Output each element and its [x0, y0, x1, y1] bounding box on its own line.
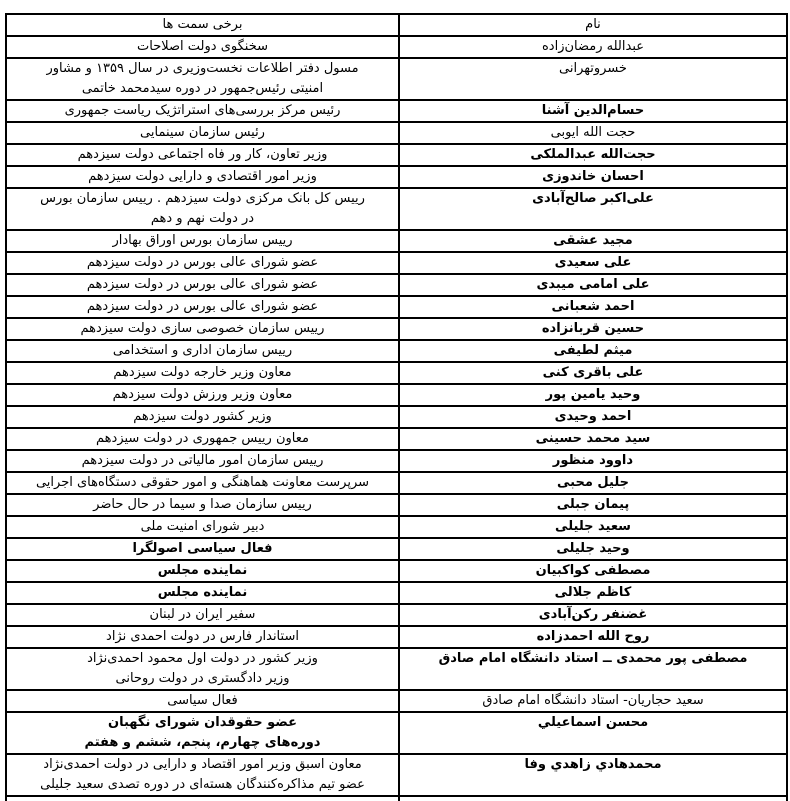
table-row [6, 144, 787, 166]
table-row [6, 230, 787, 252]
table-row [6, 406, 787, 428]
position-cell: رییس سازمان خصوصی سازی دولت سیزدهم [6, 318, 399, 340]
position-cell [6, 796, 399, 801]
position-cell: فعال سیاسی [6, 690, 399, 712]
position-cell: سفیر ایران در لبنان [6, 604, 399, 626]
name-cell: غضنفر رکن‌آبادی [399, 604, 787, 626]
table-body [6, 36, 787, 801]
table-row [6, 188, 787, 230]
table-row [6, 754, 787, 796]
table-row [6, 384, 787, 406]
name-cell: عبدالله رمضان‌زاده [399, 36, 787, 58]
table-row [6, 318, 787, 340]
position-cell: وزیر امور اقتصادی و دارایی دولت سیزدهم [6, 166, 399, 188]
position-cell: رییس کل بانک مرکزی دولت سیزدهم . رییس سازمان بورس در دولت نهم و دهم [6, 188, 399, 230]
name-cell: مجید عشقی [399, 230, 787, 252]
position-cell: نماینده مجلس [6, 560, 399, 582]
name-cell: روح الله احمدزاده [399, 626, 787, 648]
position-cell: عضو حقوقدان شورای نگهبان دوره‌های چهارم، پنجم، ششم و هفتم [6, 712, 399, 754]
table-row [6, 494, 787, 516]
name-cell: احسان خاندوزی [399, 166, 787, 188]
position-cell: مسول دفتر اطلاعات نخست‌وزیری در سال ۱۳۵۹ و مشاور امنیتی رئیس‌جمهور در دوره سیدمحمد خاتمی [6, 58, 399, 100]
name-cell: علی سعیدی [399, 252, 787, 274]
table-row [6, 340, 787, 362]
table-row [6, 648, 787, 690]
table-row [6, 472, 787, 494]
name-cell [399, 796, 787, 801]
position-cell: رییس سازمان بورس اوراق بهادار [6, 230, 399, 252]
position-cell: وزیر تعاون، کار ور فاه اجتماعی دولت سیزدهم [6, 144, 399, 166]
position-cell: معاون اسبق وزیر امور اقتصاد و دارایی در دولت احمدی‌نژاد عضو تیم مذاکره‌کنندگان هسته‌ای در دوره تصدی سعید جلیلی [6, 754, 399, 796]
table-row [6, 362, 787, 384]
name-cell: حسین قربانزاده [399, 318, 787, 340]
table-row [6, 100, 787, 122]
table-row [6, 582, 787, 604]
table-row [6, 604, 787, 626]
name-cell: مصطفی پور محمدی ــ استاد دانشگاه امام صادق [399, 648, 787, 690]
position-cell: سرپرست معاونت هماهنگی و امور حقوقی دستگاه‌های اجرایی [6, 472, 399, 494]
table-row [6, 690, 787, 712]
table-row [6, 428, 787, 450]
position-cell: رئیس سازمان سینمایی [6, 122, 399, 144]
table-row [6, 560, 787, 582]
name-cell: علی باقری کنی [399, 362, 787, 384]
position-cell: رئیس مرکز بررسی‌های استراتژیک ریاست جمهوری [6, 100, 399, 122]
position-cell: معاون وزیر خارجه دولت سیزدهم [6, 362, 399, 384]
position-cell: عضو شورای عالی بورس در دولت سیزدهم [6, 296, 399, 318]
name-cell: علی‌اکبر صالح‌آبادی [399, 188, 787, 230]
header-name: نام [399, 14, 787, 36]
name-cell: وحید یامین پور [399, 384, 787, 406]
table-row-partial [6, 796, 787, 801]
name-cell: داوود منظور [399, 450, 787, 472]
position-cell: رییس سازمان اداری و استخدامی [6, 340, 399, 362]
header-positions: برخی سمت ها [6, 14, 399, 36]
name-cell: حسام‌الدین آشنا [399, 100, 787, 122]
officials-table [5, 13, 788, 801]
table-row [6, 516, 787, 538]
table-row [6, 58, 787, 100]
position-cell: معاون رییس جمهوری در دولت سیزدهم [6, 428, 399, 450]
name-cell: مصطفی کواکبیان [399, 560, 787, 582]
name-cell: احمد شعبانی [399, 296, 787, 318]
table-row [6, 36, 787, 58]
name-cell: سعید جلیلی [399, 516, 787, 538]
table-row [6, 296, 787, 318]
name-cell: حجت الله ایوبی [399, 122, 787, 144]
name-cell: احمد وحیدی [399, 406, 787, 428]
table-row [6, 274, 787, 296]
position-cell: وزیر کشور دولت سیزدهم [6, 406, 399, 428]
table-row [6, 252, 787, 274]
position-cell: سخنگوی دولت اصلاحات [6, 36, 399, 58]
name-cell: خسروتهرانی [399, 58, 787, 100]
name-cell: جلیل محبی [399, 472, 787, 494]
table-row [6, 450, 787, 472]
name-cell: سعید حجاریان- استاد دانشگاه امام صادق [399, 690, 787, 712]
name-cell: میثم لطیفی [399, 340, 787, 362]
name-cell: حجت‌الله عبدالملکی [399, 144, 787, 166]
position-cell: نماینده مجلس [6, 582, 399, 604]
name-cell: کاظم جلالی [399, 582, 787, 604]
table-row [6, 166, 787, 188]
position-cell: رییس سازمان صدا و سیما در حال حاضر [6, 494, 399, 516]
name-cell: پیمان جبلی [399, 494, 787, 516]
position-cell: فعال سیاسی اصولگرا [6, 538, 399, 560]
name-cell: محمدهادي زاهدي وفا [399, 754, 787, 796]
name-cell: وحید جلیلی [399, 538, 787, 560]
name-cell: محسن اسماعيلي [399, 712, 787, 754]
table-row [6, 626, 787, 648]
table-row [6, 122, 787, 144]
name-cell: سید محمد حسینی [399, 428, 787, 450]
header-row [6, 14, 787, 36]
name-cell: علی امامی میبدی [399, 274, 787, 296]
position-cell: عضو شورای عالی بورس در دولت سیزدهم [6, 274, 399, 296]
table-row [6, 538, 787, 560]
position-cell: استاندار فارس در دولت احمدی نژاد [6, 626, 399, 648]
position-cell: عضو شورای عالی بورس در دولت سیزدهم [6, 252, 399, 274]
position-cell: وزیر کشور در دولت اول محمود احمدی‌نژاد وزیر دادگستری در دولت روحانی [6, 648, 399, 690]
position-cell: معاون وزیر ورزش دولت سیزدهم [6, 384, 399, 406]
table-row [6, 712, 787, 754]
position-cell: دبیر شورای امنیت ملی [6, 516, 399, 538]
position-cell: رییس سازمان امور مالیاتی در دولت سیزدهم [6, 450, 399, 472]
